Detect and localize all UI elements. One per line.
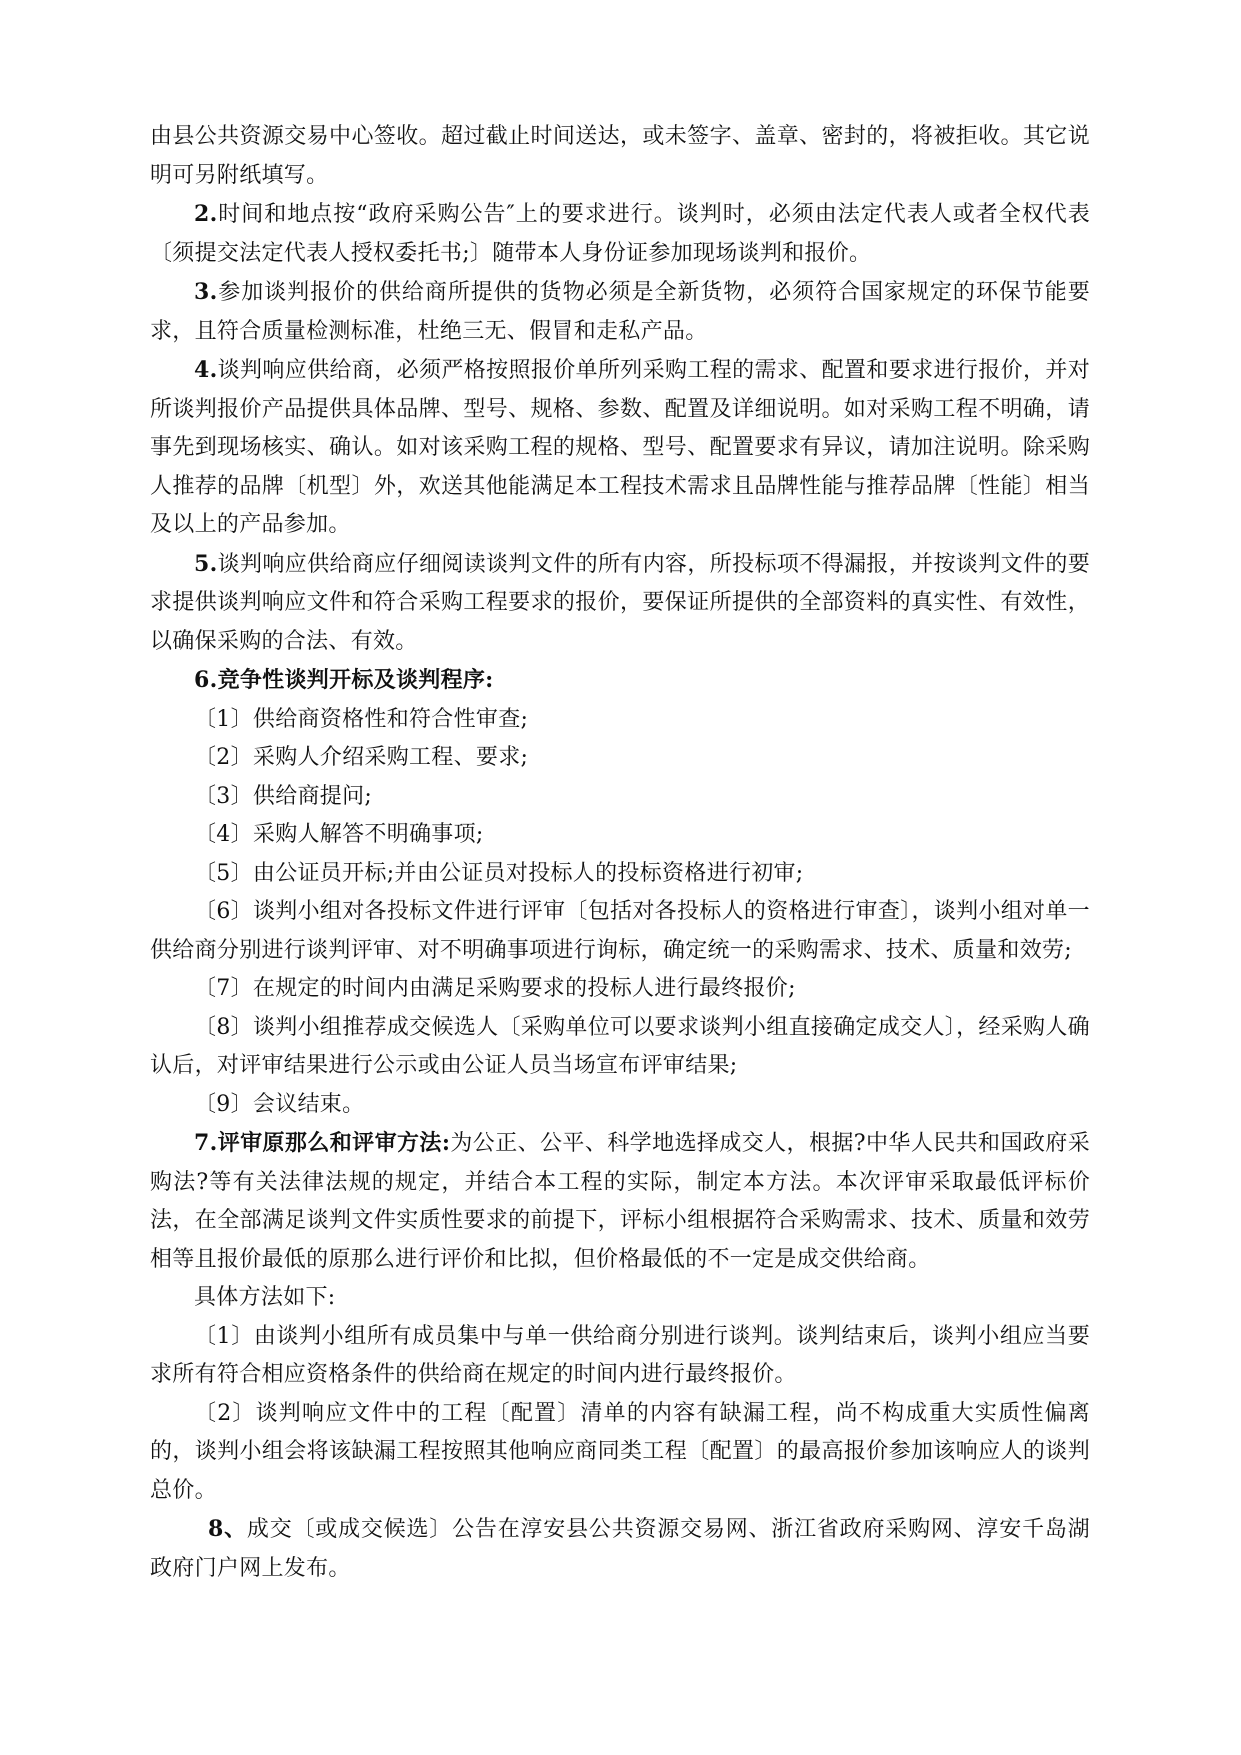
paragraph-8	[150, 1510, 1090, 1588]
paragraph-method-intro	[150, 1279, 1090, 1318]
list-item-text: 〔6〕谈判小组对各投标文件进行评审〔包括对各投标人的资格进行审查〕，谈判小组对单一供给商分别进行谈判评审、对不明确事项进行询标，确定统一的采购需求、技术、质量和效劳;	[150, 899, 1090, 963]
list-item	[150, 701, 1090, 740]
paragraph-number: 3.	[194, 279, 218, 305]
paragraph-text: 谈判响应供给商应仔细阅读谈判文件的所有内容，所投标项不得漏报，并按谈判文件的要求提供谈判响应文件和符合采购工程要求的报价，要保证所提供的全部资料的真实性、有效性，以确保采购的合法、有效。	[150, 551, 1090, 654]
section-heading: 竞争性谈判开标及谈判程序:	[217, 667, 494, 693]
paragraph-2	[150, 195, 1090, 273]
document-page	[150, 118, 1090, 1588]
paragraph-text: 参加谈判报价的供给商所提供的货物必须是全新货物，必须符合国家规定的环保节能要求，且符合质量检测标准，杜绝三无、假冒和走私产品。	[150, 280, 1090, 344]
paragraph-6-heading	[150, 661, 1090, 701]
list-item-text: 〔2〕谈判响应文件中的工程〔配置〕清单的内容有缺漏工程，尚不构成重大实质性偏离的，谈判小组会将该缺漏工程按照其他响应商同类工程〔配置〕的最高报价参加该响应人的谈判总价。	[150, 1400, 1090, 1503]
paragraph-text: 谈判响应供给商，必须严格按照报价单所列采购工程的需求、配置和要求进行报价，并对所谈判报价产品提供具体品牌、型号、规格、参数、配置及详细说明。如对采购工程不明确，请事先到现场核实、确认。如对该采购工程的规格、型号、配置要求有异议，请加注说明。除采购人推荐的品牌〔机型〕外，欢送其他能满足本工程技术需求且品牌性能与推荐品牌〔性能〕相当及以上的产品参加。	[150, 358, 1090, 537]
paragraph-number: 2.	[194, 201, 218, 227]
list-item-text: 〔1〕供给商资格性和符合性审查;	[194, 706, 529, 732]
list-item	[150, 893, 1090, 970]
list-item	[150, 778, 1090, 817]
paragraph-3	[150, 273, 1090, 351]
paragraph-number: 5.	[194, 550, 218, 577]
list-item	[150, 1395, 1090, 1511]
list-item-text: 〔8〕谈判小组推荐成交候选人〔采购单位可以要求谈判小组直接确定成交人〕，经采购人确认后，对评审结果进行公示或由公证人员当场宣布评审结果;	[150, 1014, 1090, 1078]
list-item-text: 〔1〕由谈判小组所有成员集中与单一供给商分别进行谈判。谈判结束后，谈判小组应当要求所有符合相应资格条件的供给商在规定的时间内进行最终报价。	[150, 1323, 1090, 1387]
paragraph-text: 成交〔或成交候选〕公告在淳安县公共资源交易网、浙江省政府采购网、淳安千岛湖政府门户网上发布。	[150, 1517, 1090, 1581]
list-item	[150, 855, 1090, 894]
paragraph-text: 为公正、公平、科学地选择成交人，根据?中华人民共和国政府采购法?等有关法律法规的规定，并结合本工程的实际，制定本方法。本次评审采取最低评标价法，在全部满足谈判文件实质性要求的前提下，评标小组根据符合采购需求、技术、质量和效劳相等且报价最低的原那么进行评价和比拟，但价格最低的不一定是成交供给商。	[150, 1131, 1091, 1272]
list-item-text: 〔4〕采购人解答不明确事项;	[194, 822, 484, 847]
paragraph-5	[150, 545, 1090, 662]
list-item	[150, 1009, 1090, 1086]
list-item-text: 〔9〕会议结束。	[194, 1091, 365, 1117]
paragraph-text: 具体方法如下:	[194, 1285, 336, 1310]
list-item	[150, 739, 1090, 778]
paragraph-text: 时间和地点按“政府采购公告″上的要求进行。谈判时，必须由法定代表人或者全权代表〔须提交法定代表人授权委托书;〕随带本人身份证参加现场谈判和报价。	[150, 202, 1090, 266]
list-item-text: 〔2〕采购人介绍采购工程、要求;	[194, 745, 529, 770]
paragraph-number: 4.	[194, 357, 218, 383]
paragraph-number: 6.	[194, 667, 218, 693]
list-item-text: 〔5〕由公证员开标;并由公证员对投标人的投标资格进行初审;	[194, 860, 804, 886]
paragraph-text: 由县公共资源交易中心签收。超过截止时间送达，或未签字、盖章、密封的，将被拒收。其它说明可另附纸填写。	[150, 124, 1090, 188]
list-item	[150, 970, 1090, 1009]
paragraph-7	[150, 1124, 1090, 1279]
list-item-text: 〔3〕供给商提问;	[194, 783, 373, 809]
paragraph-number: 7.	[194, 1130, 218, 1156]
paragraph-number: 8、	[208, 1516, 247, 1542]
paragraph-continuation	[150, 118, 1090, 195]
list-item	[150, 1086, 1090, 1125]
list-item	[150, 1318, 1090, 1395]
paragraph-4	[150, 351, 1090, 545]
list-item-text: 〔7〕在规定的时间内由满足采购要求的投标人进行最终报价;	[194, 976, 796, 1001]
section-heading: 评审原那么和评审方法:	[217, 1130, 451, 1156]
list-item	[150, 816, 1090, 855]
